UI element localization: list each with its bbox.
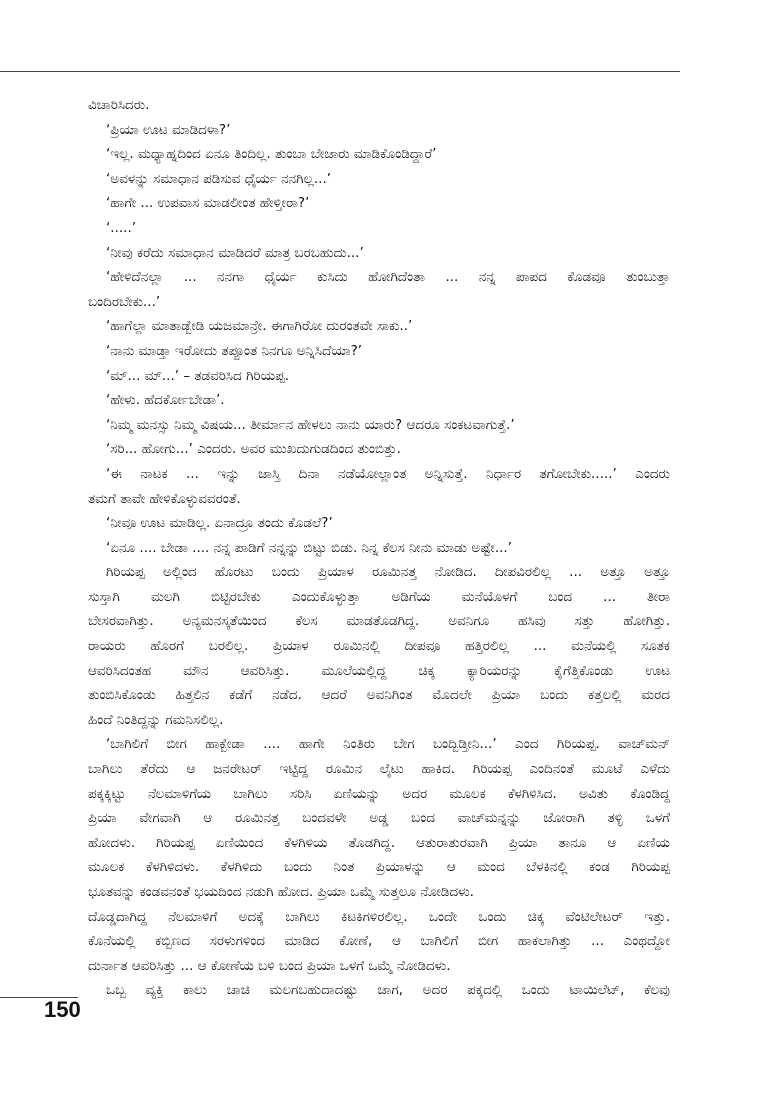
text-line: ದೊಡ್ಡದಾಗಿದ್ದ ನೆಲಮಾಳಿಗೆ ಅದಕ್ಕೆ ಬಾಗಿಲು ಕಿಟಕಿಗಳಿರಲಿಲ್ಲ. ಒಂದೇ ಒಂದು ಚಿಕ್ಕ ವೆಂಟಿಲೇಟರ್ ಇತ್ತು. bbox=[88, 908, 670, 925]
text-line: ಬಂದಿರಬೇಕು...’ bbox=[88, 293, 161, 310]
text-line: ಒಬ್ಬ ವ್ಯಕ್ತಿ ಕಾಲು ಚಾಚಿ ಮಲಗಬಹುದಾದಷ್ಟು ಜಾಗ, ಅದರ ಪಕ್ಕದಲ್ಲಿ ಒಂದು ಟಾಯಿಲೆಟ್, ಕೆಲವು bbox=[106, 982, 670, 999]
text-line: ಗಿರಿಯಪ್ಪ ಅಲ್ಲಿಂದ ಹೊರಟು ಬಂದು ಪ್ರಿಯಾಳ ರೂಮಿನತ್ತ ನೋಡಿದ. ದೀಪವಿರಲಿಲ್ಲ ... ಅತ್ತೂ ಅತ್ತೂ bbox=[106, 564, 670, 581]
text-line: ‘ಇಲ್ಲ. ಮಧ್ಯಾಹ್ನದಿಂದ ಏನೂ ತಿಂದಿಲ್ಲ. ತುಂಬಾ ಬೇಜಾರು ಮಾಡಿಕೊಂಡಿದ್ದಾರೆ’ bbox=[106, 146, 437, 163]
text-line: ‘ಮ್... ಮ್...’ – ತಡವರಿಸಿದ ಗಿರಿಯಪ್ಪ. bbox=[106, 367, 290, 384]
text-line: ಸುಸ್ತಾಗಿ ಮಲಗಿ ಬಿಟ್ಟಿರಬೇಕು ಎಂದುಕೊಳ್ಳುತ್ತಾ ಅಡಿಗೆಯ ಮನೆಯೊಳಗೆ ಬಂದ ... ತೀರಾ bbox=[88, 588, 670, 605]
text-line: ವಿಚಾರಿಸಿದರು. bbox=[88, 97, 150, 113]
text-line: ಆವರಿಸಿದಂತಹ ಮೌನ ಆವರಿಸಿತ್ತು. ಮೂಲೆಯಲ್ಲಿದ್ದ ಚಿಕ್ಕ ಕ್ಯಾರಿಯರನ್ನು ಕೈಗೆತ್ತಿಕೊಂಡು ಊಟ bbox=[88, 662, 670, 679]
text-line: ‘ನಾನು ಮಾಡ್ತಾ ಇರೋದು ತಪ್ಪೂಂತ ನಿನಗೂ ಅನ್ನಿಸಿದೆಯಾ?’ bbox=[106, 342, 363, 359]
text-line: ‘ಅವಳನ್ನು ಸಮಾಧಾನ ಪಡಿಸುವ ಧೈರ್ಯ ನನಗಿಲ್ಲ...’ bbox=[106, 170, 332, 187]
header-rule bbox=[0, 71, 680, 72]
page-body-text bbox=[88, 93, 670, 1003]
text-line: ‘ನೀವೂ ಊಟ ಮಾಡಿಲ್ಲ. ಏನಾದ್ರೂ ತಂದು ಕೊಡಲೆ?’ bbox=[106, 515, 333, 532]
text-line: ‘ಈ ನಾಟಕ ... ಇನ್ನು ಜಾಸ್ತಿ ದಿನಾ ನಡೆಯೋಲ್ಲಾಂತ ಅನ್ನಿಸುತ್ತೆ. ನಿರ್ಧಾರ ತಗೋಬೇಕು.....’ ಎಂದರು bbox=[106, 465, 670, 482]
text-line: ‘ಹೇಳಿದೆನಲ್ಲಾ ... ನನಗಾ ಧೈರ್ಯ ಕುಸಿದು ಹೋಗಿದೆಂತಾ ... ನನ್ನ ಪಾಪದ ಕೊಡವೂ ತುಂಬುತ್ತಾ bbox=[106, 269, 670, 286]
text-line: ‘ಏನೂ .... ಬೇಡಾ .... ನನ್ನ ಪಾಡಿಗೆ ನನ್ನನ್ನು ಬಿಟ್ಟು ಬಿಡು. ನಿನ್ನ ಕೆಲಸ ನೀನು ಮಾಡು ಅಷ್ಟೇ...’ bbox=[106, 539, 512, 556]
text-line: ದುರ್ನಾತ ಆವರಿಸಿತ್ತು ... ಆ ಕೋಣೆಯ ಬಳಿ ಬಂದ ಪ್ರಿಯಾ ಒಳಗೆ ಒಮ್ಮೆ ನೋಡಿದಳು. bbox=[88, 957, 451, 974]
text-line: ‘ಪ್ರಿಯಾ ಊಟ ಮಾಡಿದಳಾ?’ bbox=[106, 121, 231, 138]
text-line: ಬೇಸರವಾಗಿತ್ತು. ಅನ್ಯಮನಸ್ಕತೆಯಿಂದ ಕೆಲಸ ಮಾಡತೊಡಗಿದ್ದ. ಅವನಿಗೂ ಹಸಿವು ಸತ್ತು ಹೋಗಿತ್ತು. bbox=[88, 613, 670, 630]
text-line: ತುಂಬಿಸಿಕೊಂಡು ಹಿತ್ತಲಿನ ಕಡೆಗೆ ನಡೆದ. ಆದರೆ ಅವನಿಗಿಂತ ಮೊದಲೇ ಪ್ರಿಯಾ ಬಂದು ಕತ್ತಲಲ್ಲಿ ಮರದ bbox=[88, 687, 670, 704]
text-line: ‘ಸರಿ... ಹೋಗು...’ ಎಂದರು. ಅವರ ಮುಖದುಗುಡದಿಂದ ತುಂಬಿತ್ತು. bbox=[106, 441, 401, 458]
text-line: ‘ಹೇಳು. ಹೆದರ್ಕೋಬೇಡಾ’. bbox=[106, 392, 225, 409]
text-line: ‘ನಿಮ್ಮ ಮನಸ್ಸು ನಿಮ್ಮ ವಿಷಯ... ತೀರ್ಮಾನ ಹೇಳಲು ನಾನು ಯಾರು? ಆದರೂ ಸಂಕಟವಾಗುತ್ತೆ.’ bbox=[106, 416, 515, 433]
text-line: ಮೂಲಕ ಕೆಳಗಿಳಿದಳು. ಕೆಳಗಿಳಿದು ಬಂದು ನಿಂತ ಪ್ರಿಯಾಳನ್ನು ಆ ಮಂದ ಬೆಳಕಿನಲ್ಲಿ ಕಂಡ ಗಿರಿಯಪ್ಪ bbox=[88, 859, 670, 876]
text-line: ‘ಹಾಗೆಲ್ಲಾ ಮಾತಾಡ್ಬೇಡಿ ಯಜಮಾನ್ರೇ. ಈಗಾಗಿರೋ ದುರಂತವೇ ಸಾಕು..’ bbox=[106, 318, 413, 335]
text-line: ‘ಬಾಗಿಲಿಗೆ ಬೀಗ ಹಾಕ್ಬೇಡಾ .... ಹಾಗೇ ನಿಂತಿರು ಬೇಗ ಬಂದ್ಬಿಡ್ತೀನಿ...’ ಎಂದ ಗಿರಿಯಪ್ಪ. ವಾಚ್‌ಮನ್ bbox=[106, 736, 670, 753]
text-line: ‘ನೀವು ಕರೆದು ಸಮಾಧಾನ ಮಾಡಿದರೆ ಮಾತ್ರ ಬರಬಹುದು...’ bbox=[106, 244, 364, 261]
text-line: ಕೊನೆಯಲ್ಲಿ ಕಬ್ಬಿಣದ ಸರಳುಗಳಿಂದ ಮಾಡಿದ ಕೋಣೆ, ಆ ಬಾಗಿಲಿಗೆ ಬೀಗ ಹಾಕಲಾಗಿತ್ತು ... ಎಂಥದ್ದೋ bbox=[88, 933, 670, 950]
text-line: ಪ್ರಿಯಾ ವೇಗವಾಗಿ ಆ ರೂಮಿನತ್ತ ಬಂದವಳೇ ಅಡ್ಡ ಬಂದ ವಾಚ್‌ಮನ್ನನ್ನು ಜೋರಾಗಿ ತಳ್ಳಿ ಒಳಗೆ bbox=[88, 810, 670, 827]
text-line: ‘.....’ bbox=[106, 219, 137, 236]
text-line: ‘ಹಾಗೇ ... ಉಪವಾಸ ಮಾಡಲೀಂತ ಹೇಳ್ತೀರಾ?’ bbox=[106, 195, 310, 212]
text-line: ಪಕ್ಕಕ್ಕಿಟ್ಟು ನೆಲಮಾಳಿಗೆಯ ಬಾಗಿಲು ಸರಿಸಿ ಏಣಿಯನ್ನು ಅದರ ಮೂಲಕ ಕೆಳಗಿಳಿಸಿದ. ಅವಿತು ಕೊಂಡಿದ್ದ bbox=[88, 785, 670, 802]
text-line: ತಮಗೆ ತಾವೇ ಹೇಳಿಕೊಳ್ಳುವವರಂತೆ. bbox=[88, 490, 241, 507]
page-number: 150 bbox=[44, 997, 81, 1022]
text-line: ಭೂತವನ್ನು ಕಂಡವನಂತೆ ಭಯದಿಂದ ನಡುಗಿ ಹೋದ. ಪ್ರಿಯಾ ಒಮ್ಮೆ ಸುತ್ತಲೂ ನೋಡಿದಳು. bbox=[88, 884, 474, 900]
text-line: ಹಿಂದೆ ನಿಂತಿದ್ದನ್ನು ಗಮನಿಸಲಿಲ್ಲ. bbox=[88, 711, 224, 728]
text-line: ಬಾಗಿಲು ತೆರೆದು ಆ ಜನರೇಟರ್ ಇಟ್ಟಿದ್ದ ರೂಮಿನ ಲೈಟು ಹಾಕಿದ. ಗಿರಿಯಪ್ಪ ಎಂದಿನಂತೆ ಮೂಟೆ ಎಳೆದು bbox=[88, 761, 670, 778]
text-line: ಹೋದಳು. ಗಿರಿಯಪ್ಪ ಏಣಿಯಿಂದ ಕೆಳಗಿಳಿಯ ತೊಡಗಿದ್ದ. ಆತುರಾತುರವಾಗಿ ಪ್ರಿಯಾ ತಾನೂ ಆ ಏಣಿಯ bbox=[88, 834, 670, 851]
text-line: ರಾಯರು ಹೊರಗೆ ಬರಲಿಲ್ಲ. ಪ್ರಿಯಾಳ ರೂಮಿನಲ್ಲಿ ದೀಪವೂ ಹತ್ತಿರಲಿಲ್ಲ ... ಮನೆಯಲ್ಲಿ ಸೂತಕ bbox=[88, 638, 670, 655]
